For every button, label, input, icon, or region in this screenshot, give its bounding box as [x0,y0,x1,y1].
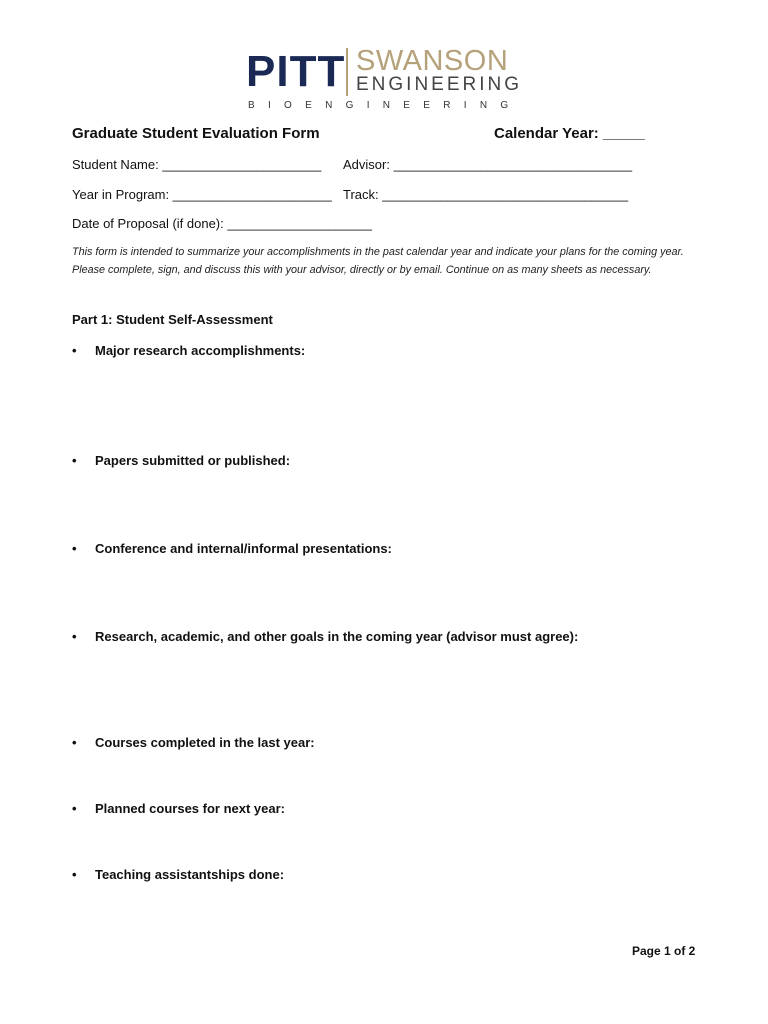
list-item-label: Planned courses for next year: [95,801,286,816]
list-item-label: Conference and internal/informal presentations: [95,541,392,556]
logo-pitt-text: PITT [246,47,346,96]
list-item-label: Teaching assistantships done: [95,867,285,882]
bullet-icon: • [72,801,77,816]
list-item [72,342,305,360]
logo-swanson-text: SWANSON [356,45,509,77]
calendar-year-field[interactable]: Calendar Year: _____ [494,125,645,142]
list-item-label: Research, academic, and other goals in the coming year (advisor must agree): [95,629,579,644]
page-number: Page 1 of 2 [632,944,696,958]
date-of-proposal-field[interactable]: Date of Proposal (if done): ____________________ [72,216,372,231]
list-item-label: Courses completed in the last year: [95,735,315,750]
form-instructions: This form is intended to summarize your accomplishments in the past calendar year and indicate your plans for the coming year. Please complete, sign, and discuss this with your advisor, directly or by email. Continue on as many sheets as necessary. [72,246,684,276]
bullet-icon: • [72,343,77,358]
list-item-label: Papers submitted or published: [95,453,291,468]
bullet-icon: • [72,541,77,556]
list-item-label: Major research accomplishments: [95,343,306,358]
track-field[interactable]: Track: __________________________________ [343,187,629,202]
year-in-program-field[interactable]: Year in Program: ______________________ [72,187,332,202]
advisor-field[interactable]: Advisor: _________________________________ [343,157,633,172]
bullet-icon: • [72,867,77,882]
list-item [72,734,315,752]
bullet-icon: • [72,735,77,750]
logo-department-text: BIOENGINEERING [248,100,522,111]
list-item [72,800,285,818]
form-title: Graduate Student Evaluation Form [72,125,320,142]
student-name-field[interactable]: Student Name: ______________________ [72,157,322,172]
list-item [72,866,284,884]
bullet-icon: • [72,629,77,644]
pitt-swanson-logo [246,44,523,114]
form-header [72,124,692,146]
logo-engineering-text: ENGINEERING [356,74,523,95]
list-item [72,628,578,646]
logo-divider [346,48,348,96]
list-item [72,540,392,558]
bullet-icon: • [72,453,77,468]
part1-heading: Part 1: Student Self-Assessment [72,312,273,327]
list-item [72,452,290,470]
